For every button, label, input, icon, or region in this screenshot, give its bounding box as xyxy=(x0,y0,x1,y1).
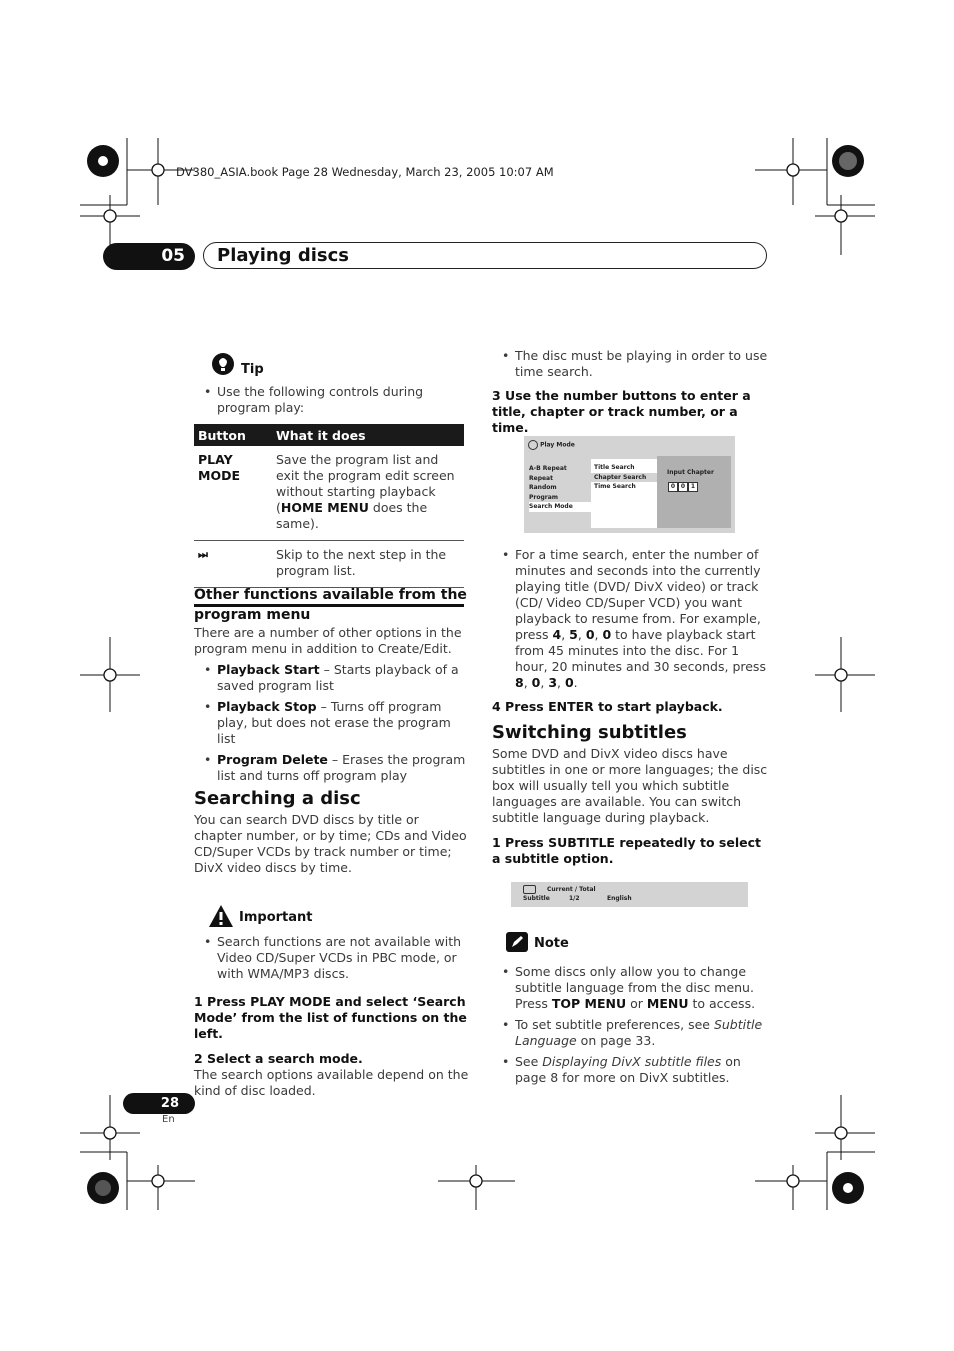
osd-option: Time Search xyxy=(594,483,636,490)
osd-digit: 0 xyxy=(678,482,688,492)
tip-bullet: • Use the following controls during program play: xyxy=(194,384,466,416)
subtitle-language: English xyxy=(607,895,632,902)
subtitle-screen xyxy=(511,882,748,907)
searching-intro: You can search DVD discs by title or chapter number, or by time; CDs and Video CD/Super VCDs by track number or time; DivX video discs by time. xyxy=(194,812,467,875)
searching-heading: Searching a disc xyxy=(194,788,361,809)
table-header-button: Button xyxy=(194,424,272,446)
table-row xyxy=(194,446,464,541)
time-example-bullet: • For a time search, enter the number of minutes and seconds into the currently playing title (DVD/ DivX video) or track (CD/ Video CD/Super VCD) you want playback to resume from. For example, press 4, 5, 0, 0 to have playback start from 45 minutes into the disc. For 1 hour, 20 minutes and 30 seconds, press 8, 0, 3, 0. xyxy=(492,547,768,691)
tip-label: Tip xyxy=(241,362,264,377)
table-header-desc: What it does xyxy=(272,424,464,446)
play-mode-screen xyxy=(524,436,735,533)
note-block xyxy=(492,932,768,1091)
subtitles-section xyxy=(492,722,768,867)
table-row xyxy=(194,541,464,588)
chapter-number: 05 xyxy=(103,243,195,270)
chapter-title: Playing discs xyxy=(203,242,767,269)
search-step-4: 4 Press ENTER to start playback. xyxy=(492,699,723,714)
osd-menu-item-selected: Search Mode xyxy=(529,502,591,512)
disc-icon xyxy=(528,440,538,450)
searching-section xyxy=(194,788,470,1099)
row-desc: Save the program list and exit the program edit screen without starting playback (HOME MENU does the same). xyxy=(272,446,464,541)
row-desc: Skip to the next step in the program list. xyxy=(272,541,464,588)
controls-table xyxy=(194,424,464,588)
book-info: DV380_ASIA.book Page 28 Wednesday, March 23, 2005 10:07 AM xyxy=(176,165,554,179)
subtitle-icon xyxy=(523,885,536,894)
list-item: • Program Delete – Erases the program list and turns off program play xyxy=(194,752,468,784)
warning-icon xyxy=(208,904,234,928)
osd-menu-item: Random xyxy=(529,484,557,491)
subtitles-heading: Switching subtitles xyxy=(492,722,687,743)
osd-option: Title Search xyxy=(594,464,635,471)
other-functions xyxy=(194,585,468,789)
button-play-mode: PLAY MODE xyxy=(194,446,272,541)
osd-menu-item: Repeat xyxy=(529,474,553,482)
subtitle-col-header: Current / Total xyxy=(547,886,596,893)
list-item: • Playback Stop – Turns off program play, but does not erase the program list xyxy=(194,699,468,747)
page-number: 28 xyxy=(123,1093,195,1114)
osd-digit: 0 xyxy=(668,482,678,492)
osd-input-label: Input Chapter xyxy=(667,469,714,476)
subtitle-value: 1/2 xyxy=(569,895,580,902)
note-bullet: • Some discs only allow you to change subtitle language from the disc menu. Press TOP MENU or MENU to access. xyxy=(492,964,768,1012)
search-step-2: 2 Select a search mode. xyxy=(194,1051,363,1066)
tip-block xyxy=(194,352,466,607)
osd-digit: 1 xyxy=(688,482,698,492)
osd-menu-item: Program xyxy=(529,493,559,501)
language-code: En xyxy=(162,1114,175,1125)
note-bullet: • See Displaying DivX subtitle files on page 8 for more on DivX subtitles. xyxy=(492,1054,768,1086)
time-search-bullet: • The disc must be playing in order to use time search. xyxy=(492,348,768,380)
note-pencil-icon xyxy=(506,932,528,952)
important-label: Important xyxy=(239,910,313,925)
other-functions-intro: There are a number of other options in the program menu in addition to Create/Edit. xyxy=(194,625,462,656)
subtitle-label: Subtitle xyxy=(523,895,550,902)
right-column-top xyxy=(492,348,768,436)
osd-menu-item: A-B Repeat xyxy=(529,465,567,472)
osd-title: Play Mode xyxy=(540,441,575,449)
subtitle-step-1: 1 Press SUBTITLE repeatedly to select a subtitle option. xyxy=(492,835,761,866)
skip-next-icon: ⏭ xyxy=(194,541,272,588)
note-bullet: • To set subtitle preferences, see Subtitle Language on page 33. xyxy=(492,1017,768,1049)
right-column-mid xyxy=(492,547,768,715)
osd-option-selected: Chapter Search xyxy=(591,473,657,483)
list-item: • Playback Start – Starts playback of a saved program list xyxy=(194,662,468,694)
lightbulb-icon xyxy=(210,352,236,378)
important-bullet: • Search functions are not available with Video CD/Super VCDs in PBC mode, or with WMA/MP3 discs. xyxy=(194,934,470,982)
search-step-1: 1 Press PLAY MODE and select ‘Search Mode’ from the list of functions on the left. xyxy=(194,994,467,1041)
note-label: Note xyxy=(534,936,569,951)
other-functions-heading: Other functions available from the program menu xyxy=(194,587,467,623)
subtitles-intro: Some DVD and DivX video discs have subtitles in one or more languages; the disc box will usually tell you which subtitle languages are available. You can switch subtitle language during playback. xyxy=(492,746,768,825)
search-step-2-text: The search options available depend on the kind of disc loaded. xyxy=(194,1067,469,1098)
search-step-3: 3 Use the number buttons to enter a title, chapter or track number, or a time. xyxy=(492,388,751,435)
